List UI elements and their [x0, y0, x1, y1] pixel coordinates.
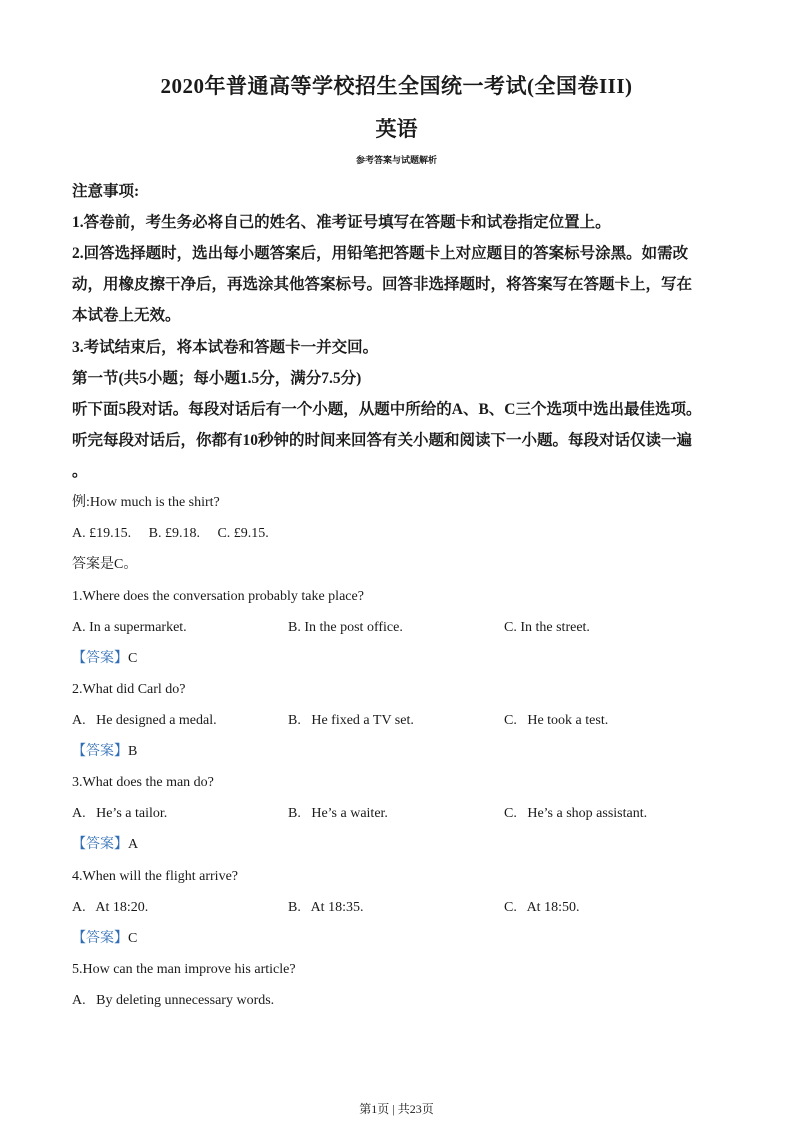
question-1-option-a: A. In a supermarket.	[72, 620, 187, 635]
answer-value: C	[128, 651, 138, 666]
answer-tag: 【答案】	[72, 837, 128, 852]
page-subtitle: 参考答案与试题解析	[355, 155, 437, 165]
notice-item-1: 1.答卷前，考生务必将自己的姓名、准考证号填写在答题卡和试卷指定位置上。	[72, 214, 611, 231]
answer-value: A	[128, 837, 139, 852]
question-4-option-b: B. At 18:35.	[288, 900, 364, 915]
question-1-option-b: B. In the post office.	[288, 620, 403, 635]
question-3-option-a: A. He’s a tailor.	[72, 806, 168, 821]
question-4-option-c: C. At 18:50.	[504, 900, 580, 915]
question-4: 4.When will the flight arrive?	[72, 869, 238, 884]
question-2-option-a: A. He designed a medal.	[72, 713, 217, 728]
question-3: 3.What does the man do?	[72, 775, 214, 790]
notice-item-2-line-3: 本试卷上无效。	[72, 307, 181, 324]
example-options: A. £19.15. B. £9.18. C. £9.15.	[72, 526, 269, 541]
notice-item-2-line-2: 动，用橡皮擦干净后，再选涂其他答案标号。回答非选择题时，将答案写在答题卡上，写在	[72, 276, 693, 293]
notice-heading: 注意事项:	[72, 183, 140, 200]
answer-tag: 【答案】	[72, 744, 128, 759]
page-footer: 第1页 | 共23页	[359, 1102, 434, 1116]
question-4-answer	[72, 929, 137, 949]
question-2-option-c: C. He took a test.	[504, 713, 609, 728]
question-2-option-b: B. He fixed a TV set.	[288, 713, 414, 728]
question-3-answer	[72, 835, 138, 855]
answer-value: B	[128, 744, 138, 759]
subject-title: 英语	[375, 117, 418, 141]
question-2: 2.What did Carl do?	[72, 682, 186, 697]
notice-item-2-line-1: 2.回答选择题时，选出每小题答案后，用铅笔把答题卡上对应题目的答案标号涂黑。如需改	[72, 245, 689, 262]
question-5: 5.How can the man improve his article?	[72, 962, 296, 977]
question-1-option-c: C. In the street.	[504, 620, 590, 635]
question-5-option-a: A. By deleting unnecessary words.	[72, 993, 275, 1008]
section-instruction-1: 听下面5段对话。每段对话后有一个小题，从题中所给的A、B、C三个选项中选出最佳选项。	[72, 401, 702, 418]
question-3-option-b: B. He’s a waiter.	[288, 806, 388, 821]
question-3-option-c: C. He’s a shop assistant.	[504, 806, 648, 821]
answer-tag: 【答案】	[72, 931, 128, 946]
section-heading: 第一节(共5小题；每小题1.5分，满分7.5分)	[72, 370, 362, 387]
answer-tag: 【答案】	[72, 651, 128, 666]
page-title: 2020年普通高等学校招生全国统一考试(全国卷III)	[160, 74, 633, 98]
question-1-answer	[72, 649, 137, 669]
answer-value: C	[128, 931, 138, 946]
section-instruction-3: 。	[72, 463, 88, 480]
example-answer: 答案是C。	[72, 557, 138, 572]
notice-item-3: 3.考试结束后，将本试卷和答题卡一并交回。	[72, 339, 379, 356]
question-2-answer	[72, 742, 137, 762]
example-question: 例:How much is the shirt?	[72, 495, 220, 510]
question-4-option-a: A. At 18:20.	[72, 900, 149, 915]
question-1: 1.Where does the conversation probably take place?	[72, 589, 364, 604]
section-instruction-2: 听完每段对话后，你都有10秒钟的时间来回答有关小题和阅读下一小题。每段对话仅读一遍	[72, 432, 693, 449]
